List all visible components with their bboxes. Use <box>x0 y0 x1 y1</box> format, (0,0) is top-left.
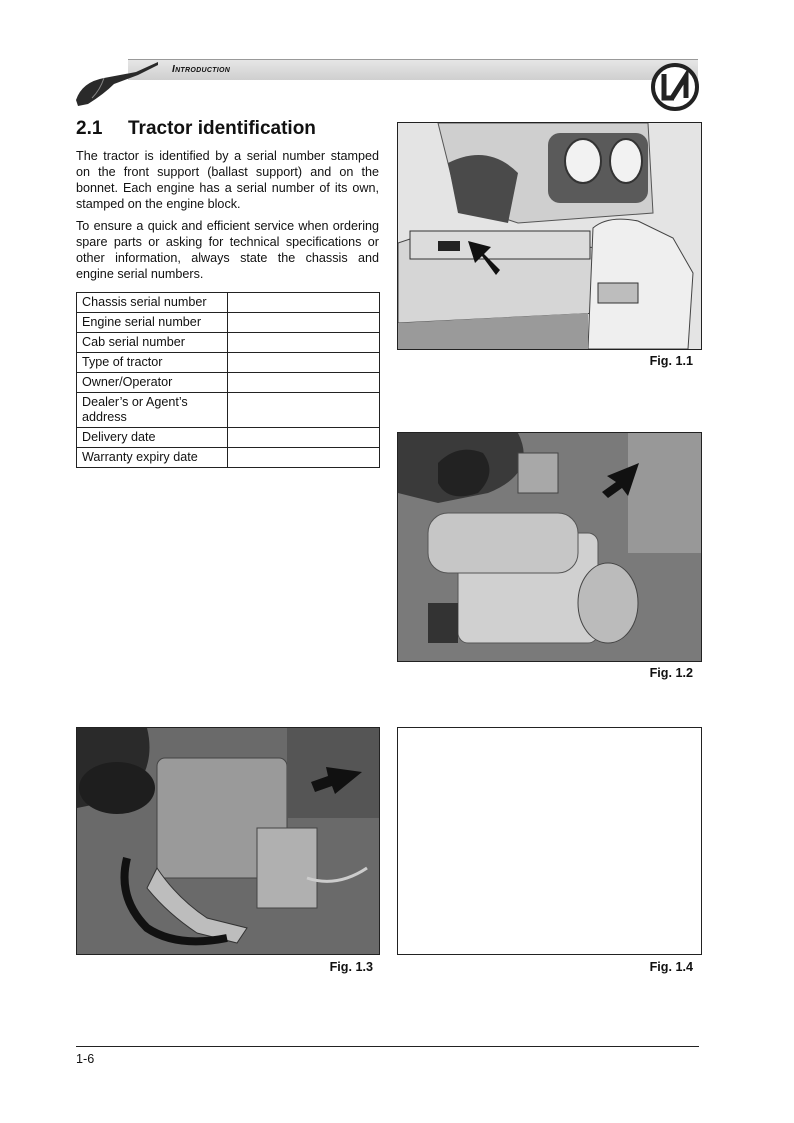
figure-engine-pump <box>397 432 702 662</box>
figure-tractor-front <box>397 122 702 350</box>
brand-logo-icon <box>650 62 700 112</box>
service-paragraph: To ensure a quick and efficient service when ordering spare parts or asking for technical specifications or other information, always state the chassis and engine serial numbers. <box>76 219 379 281</box>
table-row <box>77 373 380 393</box>
row-value-field <box>228 353 380 373</box>
section-title: Tractor identification <box>128 118 316 139</box>
row-label: Delivery date <box>77 428 228 448</box>
page-number: 1-6 <box>76 1052 95 1066</box>
figure-caption: Fig. 1.4 <box>649 960 693 974</box>
row-label: Dealer’s or Agent’s address <box>77 393 228 428</box>
row-value-field <box>228 428 380 448</box>
intro-paragraph: The tractor is identified by a serial number stamped on the front support (ballast support) and on the bonnet. Each engine has a serial number of its own, stamped on the engine block. <box>76 149 379 211</box>
table-row <box>77 313 380 333</box>
row-value-field <box>228 293 380 313</box>
hand-pointer-icon <box>74 60 160 106</box>
row-label: Owner/Operator <box>77 373 228 393</box>
figure-engine-closeup <box>76 727 380 955</box>
section-number: 2.1 <box>76 118 103 139</box>
row-label: Chassis serial number <box>77 293 228 313</box>
row-label: Type of tractor <box>77 353 228 373</box>
row-value-field <box>228 393 380 428</box>
figure-caption: Fig. 1.2 <box>649 666 693 680</box>
footer-rule <box>76 1046 699 1047</box>
figure-caption: Fig. 1.3 <box>329 960 373 974</box>
table-row <box>77 333 380 353</box>
table-row <box>77 393 380 428</box>
table-row <box>77 428 380 448</box>
section-heading <box>76 118 316 140</box>
table-row <box>77 293 380 313</box>
row-value-field <box>228 313 380 333</box>
header-title: Introduction <box>172 64 231 75</box>
row-label: Engine serial number <box>77 313 228 333</box>
table-row <box>77 448 380 468</box>
identification-table <box>76 292 380 468</box>
figure-caption: Fig. 1.1 <box>649 354 693 368</box>
table-row <box>77 353 380 373</box>
row-label: Cab serial number <box>77 333 228 353</box>
figure-empty-placeholder <box>397 727 702 955</box>
row-value-field <box>228 448 380 468</box>
row-label: Warranty expiry date <box>77 448 228 468</box>
row-value-field <box>228 333 380 353</box>
row-value-field <box>228 373 380 393</box>
